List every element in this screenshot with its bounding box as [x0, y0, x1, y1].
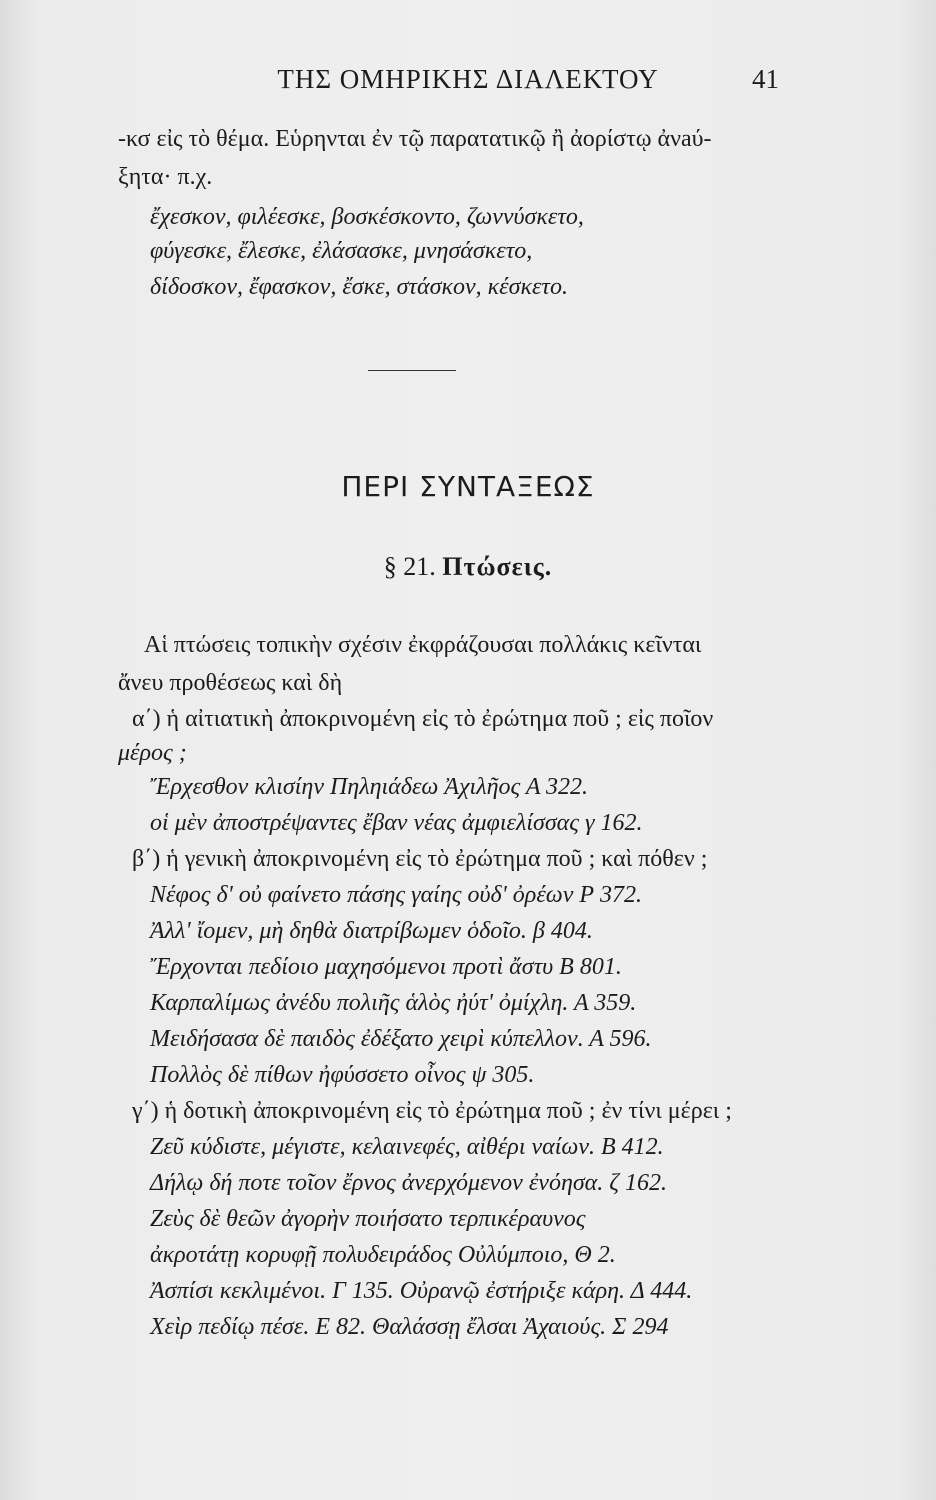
body-line: α΄) ἡ αἰτιατικὴ ἀποκρινομένη εἰς τὸ ἐρώτημα ποῦ ; εἰς ποῖον [132, 706, 714, 732]
quotation-line: Ζεῦ κύδιστε, μέγιστε, κελαινεφές, αἰθέρι ναίων. Β 412. [150, 1134, 664, 1160]
quotation-line: Καρπαλίμως ἀνέδυ πολιῆς ἁλὸς ἠύτ' ὀμίχλη. Α 359. [150, 990, 637, 1016]
intro-line: φύγεσκε, ἔλεσκε, ἐλάσασκε, μνησάσκετο, [150, 238, 533, 264]
quotation-line: Πολλὸς δὲ πίθων ἠφύσσετο οἶνος ψ 305. [150, 1062, 535, 1088]
body-line: μέρος ; [118, 740, 187, 766]
quotation-line: Ἔρχεσθον κλισίην Πηληιάδεω Ἀχιλῆος Α 322. [150, 774, 589, 800]
quotation-line: Ἀλλ' ἴομεν, μὴ δηθὰ διατρίβωμεν ὁδοῖο. β 404. [150, 918, 593, 944]
section-heading [0, 552, 936, 582]
quotation-line: Δήλῳ δή ποτε τοῖον ἔρνος ἀνερχόμενον ἐνόησα. ζ 162. [150, 1170, 667, 1196]
section-name: Πτώσεις. [442, 552, 553, 581]
intro-line: ξητα· π.χ. [118, 164, 213, 190]
intro-line: ἔχεσκον, φιλέεσκε, βοσκέσκοντο, ζωννύσκετο, [150, 204, 584, 230]
section-number: § 21. [383, 552, 436, 581]
intro-line: -κσ εἰς τὸ θέμα. Εὑρηνται ἐν τῷ παρατατικῷ ἢ ἀορίστῳ ἀνaύ- [118, 126, 712, 152]
quotation-line: Ἔρχονται πεδίοιο μαχησόμενοι προτὶ ἄστυ Β 801. [150, 954, 622, 980]
running-header: ΤΗΣ ΟΜΗΡΙΚΗΣ ΔΙΑΛΕΚΤΟΥ [277, 64, 659, 94]
section-title: ΠΕΡΙ ΣΥΝΤΑΞΕΩΣ [341, 470, 595, 503]
quotation-line: ἀκροτάτῃ κορυφῇ πολυδειράδος Οὐλύμποιο, Θ 2. [150, 1242, 616, 1268]
section-divider [368, 370, 456, 371]
page-number: 41 [752, 64, 779, 94]
body-line: β΄) ἡ γενικὴ ἀποκρινομένη εἰς τὸ ἐρώτημα ποῦ ; καὶ πόθεν ; [132, 846, 708, 872]
body-line: Αἱ πτώσεις τοπικὴν σχέσιν ἐκφράζουσαι πολλάκις κεῖνται [144, 632, 702, 658]
body-line: ἄνευ προθέσεως καὶ δὴ [118, 670, 343, 696]
quotation-line: Ζεὺς δὲ θεῶν ἀγορὴν ποιήσατο τερπικέραυνος [150, 1206, 586, 1232]
quotation-line: Ἀσπίσι κεκλιμένοι. Γ 135. Οὐρανῷ ἐστήριξε κάρη. Δ 444. [150, 1278, 693, 1304]
quotation-line: Νέφος δ' οὐ φαίνετο πάσης γαίης οὐδ' ὀρέων Ρ 372. [150, 882, 643, 908]
quotation-line: Χεὶρ πεδίῳ πέσε. Ε 82. Θαλάσσῃ ἔλσαι Ἀχαιούς. Σ 294 [150, 1314, 669, 1340]
quotation-line: οἱ μὲν ἀποστρέψαντες ἔβαν νέας ἀμφιελίσσας γ 162. [150, 810, 643, 836]
intro-line: δίδοσκον, ἔφασκον, ἔσκε, στάσκον, κέσκετο. [150, 274, 569, 300]
quotation-line: Μειδήσασα δὲ παιδὸς ἐδέξατο χειρὶ κύπελλον. Α 596. [150, 1026, 652, 1052]
body-line: γ΄) ἡ δοτικὴ ἀποκρινομένη εἰς τὸ ἐρώτημα ποῦ ; ἐν τίνι μέρει ; [132, 1098, 732, 1124]
